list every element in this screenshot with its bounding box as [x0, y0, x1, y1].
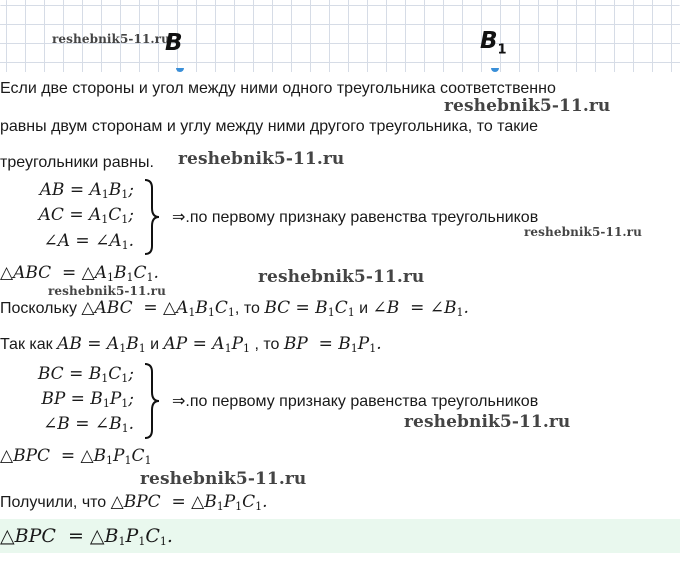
final-answer: △BPC = $\triangle B_1P_1C_1$.	[0, 525, 173, 548]
theorem-line-2: равны двум сторонам и углу между ними другого треугольника, то такие	[0, 118, 539, 135]
system-1-conclusion: ⇒.по первому признаку равенства треугольников	[172, 209, 539, 226]
theorem-line-1: Если две стороны и угол между ними одного треугольника соответственно	[0, 80, 556, 97]
watermark: reshebnik5-11.ru	[258, 267, 425, 287]
watermark: reshebnik5-11.ru	[140, 469, 307, 489]
point-marker	[176, 68, 184, 72]
theorem-line-3: треугольники равны.	[0, 154, 154, 171]
right-brace-icon	[142, 178, 162, 256]
since-line-2: Так как AB = $A_1B_1$ и AP = $A_1P_1$ , то BP = $B_1P_1$.	[0, 334, 382, 355]
since-line-1: Поскольку △ABC = $\triangle A_1B_1C_1$, то BC = $B_1C_1$ и ∠B = $\angle B_1$.	[0, 298, 469, 319]
watermark: reshebnik5-11.ru	[52, 32, 170, 46]
system-row: BP = $B_1P_1$;	[41, 389, 134, 410]
result-2: △BPC = $\triangle B_1P_1C_1$	[0, 446, 152, 467]
vertex-label-b: B	[165, 30, 183, 56]
system-row: AB = $A_1B_1$;	[39, 180, 134, 201]
answer-box	[0, 519, 680, 553]
watermark: reshebnik5-11.ru	[404, 412, 571, 432]
system-2-conclusion: ⇒.по первому признаку равенства треугольников	[172, 393, 539, 410]
point-marker	[491, 68, 499, 72]
right-brace-icon	[142, 362, 162, 440]
system-row: ∠B = $\angle B_1$.	[43, 414, 134, 435]
grid-drawing-area	[0, 0, 680, 72]
system-row: ∠A = $\angle A_1$.	[43, 231, 134, 252]
got-line: Получили, что △BPC = $\triangle B_1P_1C_1$.	[0, 492, 268, 513]
result-1: △ABC = $\triangle A_1B_1C_1$.	[0, 263, 159, 284]
watermark: reshebnik5-11.ru	[524, 225, 642, 239]
system-row: BC = $B_1C_1$;	[37, 364, 134, 385]
watermark: reshebnik5-11.ru	[444, 96, 611, 116]
watermark: reshebnik5-11.ru	[178, 149, 345, 169]
vertex-label-b1: $B_1$	[480, 28, 507, 58]
watermark: reshebnik5-11.ru	[48, 284, 166, 298]
system-row: AC = $A_1C_1$;	[38, 205, 134, 226]
